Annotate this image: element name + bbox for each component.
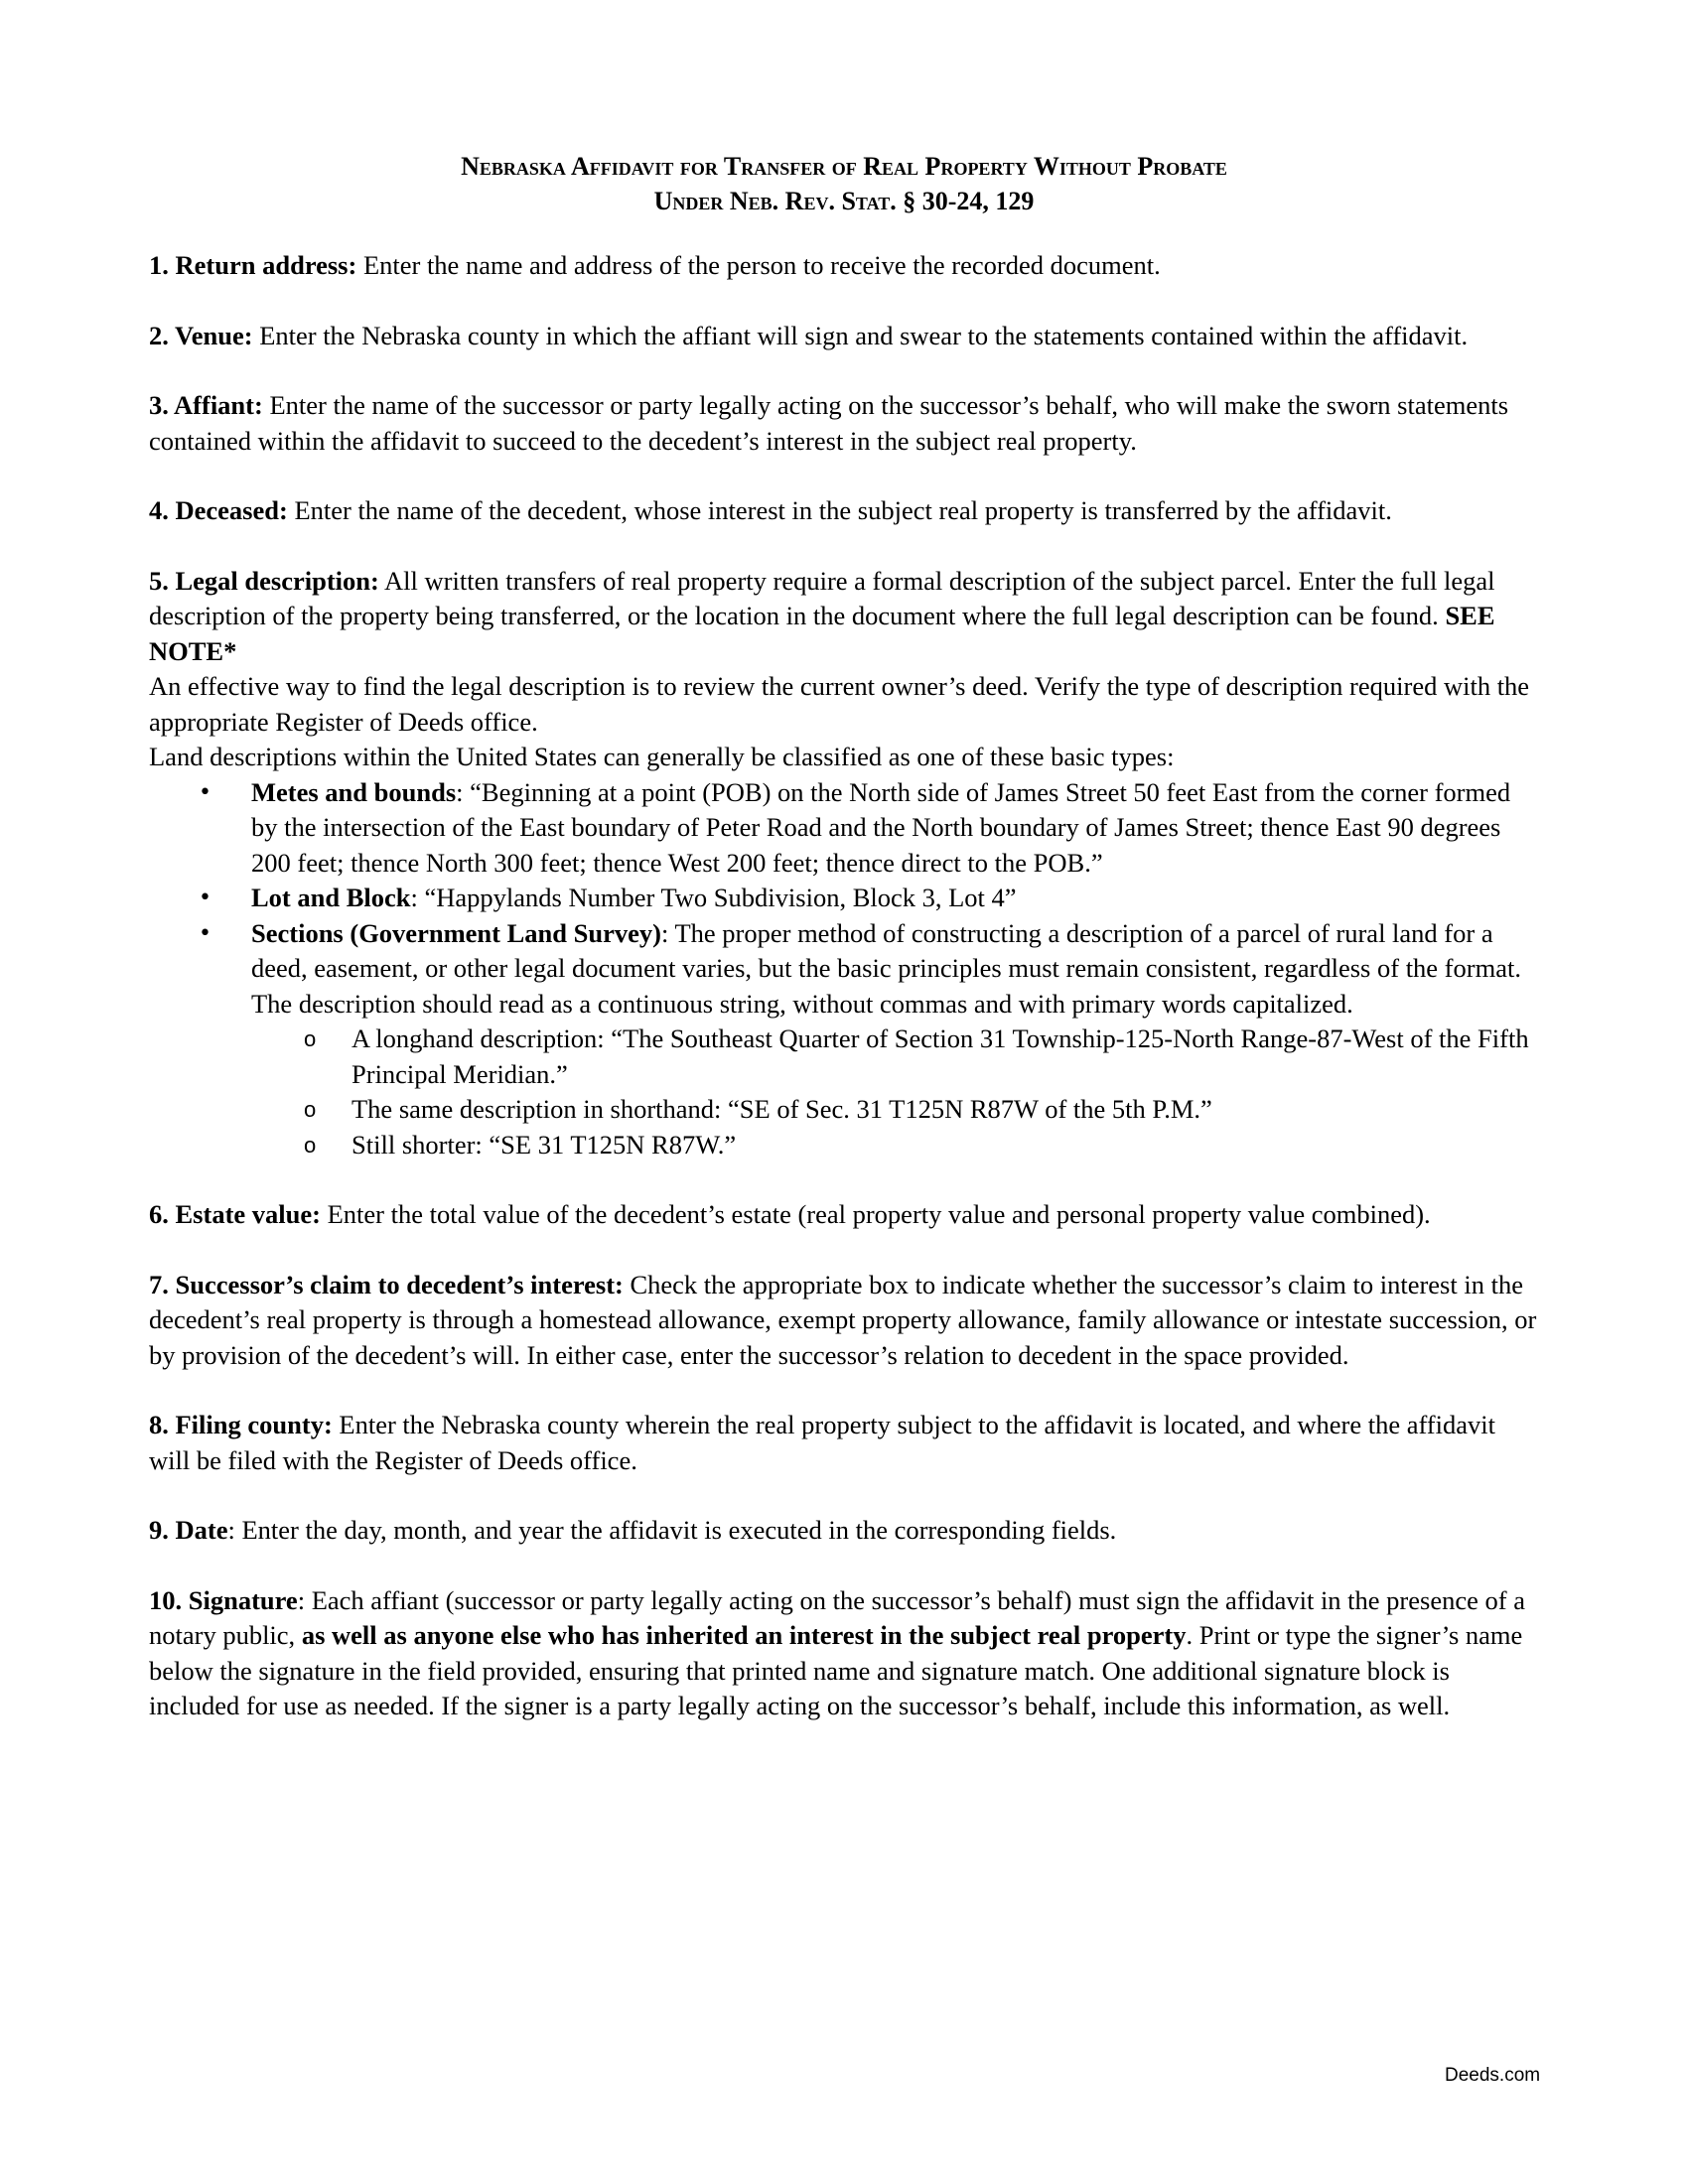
list-item: o The same description in shorthand: “SE of Sec. 31 T125N R87W of the 5th P.M.” [352, 1092, 1539, 1128]
bullet-term: Metes and bounds [251, 776, 457, 807]
section-text: All written transfers of real property require a formal description of the subject parcel. Enter the full legal description of the property being transferred, or the location in the document where the full legal description can be found. [149, 565, 1495, 630]
document-page [149, 149, 1539, 1759]
section-successor-claim [149, 1268, 1539, 1374]
section-emphasis: as well as anyone else who has inherited an interest in the subject real property [301, 1620, 1187, 1650]
section-text: Enter the name of the decedent, whose interest in the subject real property is transferred by the affidavit. [287, 495, 1392, 525]
list-item [251, 881, 1539, 916]
footer-brand: Deeds.com [1445, 2065, 1541, 2086]
section-label: 7. Successor’s claim to decedent’s interest: [149, 1269, 624, 1299]
section-filing-county [149, 1408, 1539, 1478]
list-item: o Still shorter: “SE 31 T125N R87W.” [352, 1128, 1539, 1163]
section-estate-value [149, 1197, 1539, 1233]
section-label: 8. Filing county: [149, 1410, 333, 1439]
description-types-list [149, 775, 1539, 1163]
bullet-term: Lot and Block [251, 883, 411, 912]
section-label: 6. Estate value: [149, 1199, 321, 1229]
bullet-text: : “Beginning at a point (POB) on the North side of James Street 50 feet East from the corner formed by the intersection of the East boundary of Peter Road and the North boundary of James Street; thence East 90 degrees 200 feet; thence North 300 feet; thence West 200 feet; thence direct to the POB.” [251, 776, 1511, 878]
section-text: : Each affiant (successor or party legally acting on the successor’s behalf) must sign the affidavit in the presence of a notary public, [149, 1584, 1525, 1650]
section-affiant [149, 388, 1539, 459]
section-deceased [149, 493, 1539, 529]
see-note: SEE NOTE* [149, 601, 1495, 666]
bullet-text: : “Happylands Number Two Subdivision, Block 3, Lot 4” [410, 883, 1017, 912]
section-label: 9. Date [149, 1515, 228, 1545]
section-examples-list [251, 1022, 1539, 1162]
document-title [149, 149, 1539, 218]
section-text: Check the appropriate box to indicate whether the successor’s claim to interest in the decedent’s real property is through a homestead allowance, exempt property allowance, family allowance or intestate succession, or by provision of the decedent’s will. In either case, enter the successor’s relation to decedent in the space provided. [149, 1269, 1537, 1370]
section-text: Enter the Nebraska county wherein the real property subject to the affidavit is located, and where the affidavit will be filed with the Register of Deeds office. [149, 1410, 1495, 1475]
section-label: 1. Return address: [149, 250, 357, 280]
section-text: Enter the name and address of the person to receive the recorded document. [356, 250, 1161, 280]
bullet-term: Sections (Government Land Survey) [251, 917, 661, 948]
section-label: 10. Signature [149, 1584, 298, 1615]
title-line-1: Nebraska Affidavit for Transfer of Real Property Without Probate [461, 152, 1227, 181]
section-text: : Enter the day, month, and year the affidavit is executed in the corresponding fields. [227, 1515, 1117, 1545]
title-line-2: Under Neb. Rev. Stat. § 30-24, 129 [653, 187, 1035, 215]
section-date [149, 1513, 1539, 1549]
section-label: 2. Venue: [149, 320, 253, 350]
section-label: 4. Deceased: [149, 495, 288, 525]
section-return-address [149, 248, 1539, 284]
list-item [251, 916, 1539, 1163]
legal-paragraph-3: Land descriptions within the United States can generally be classified as one of these basic types: [149, 742, 1175, 771]
section-text: Enter the total value of the decedent’s estate (real property value and personal property value combined). [320, 1199, 1431, 1229]
section-signature [149, 1583, 1539, 1724]
legal-paragraph-2: An effective way to find the legal description is to review the current owner’s deed. Verify the type of description required with the appropriate Register of Deeds office. [149, 671, 1530, 737]
section-venue [149, 319, 1539, 354]
section-text: . Print or type the signer’s name below the signature in the field provided, ensuring that printed name and signature match. One additional signature block is included for use as needed. If the signer is a party legally acting on the successor’s behalf, include this information, as well. [149, 1620, 1523, 1720]
section-label: 5. Legal description: [149, 565, 379, 596]
section-label: 3. Affiant: [149, 390, 263, 420]
section-text: Enter the name of the successor or party legally acting on the successor’s behalf, who will make the sworn statements contained within the affidavit to succeed to the decedent’s interest in the subject real property. [149, 390, 1509, 456]
section-legal-description [149, 564, 1539, 670]
list-item [251, 775, 1539, 882]
bullet-text: : The proper method of constructing a description of a parcel of rural land for a deed, easement, or other legal document varies, but the basic principles must remain consistent, regardless of the format. The description should read as a continuous string, without commas and with primary words capitalized. [251, 917, 1521, 1019]
section-text: Enter the Nebraska county in which the affiant will sign and swear to the statements contained within the affidavit. [252, 320, 1469, 350]
list-item: o A longhand description: “The Southeast Quarter of Section 31 Township-125-North Range-87-West of the Fifth Principal Meridian.” [352, 1022, 1539, 1092]
